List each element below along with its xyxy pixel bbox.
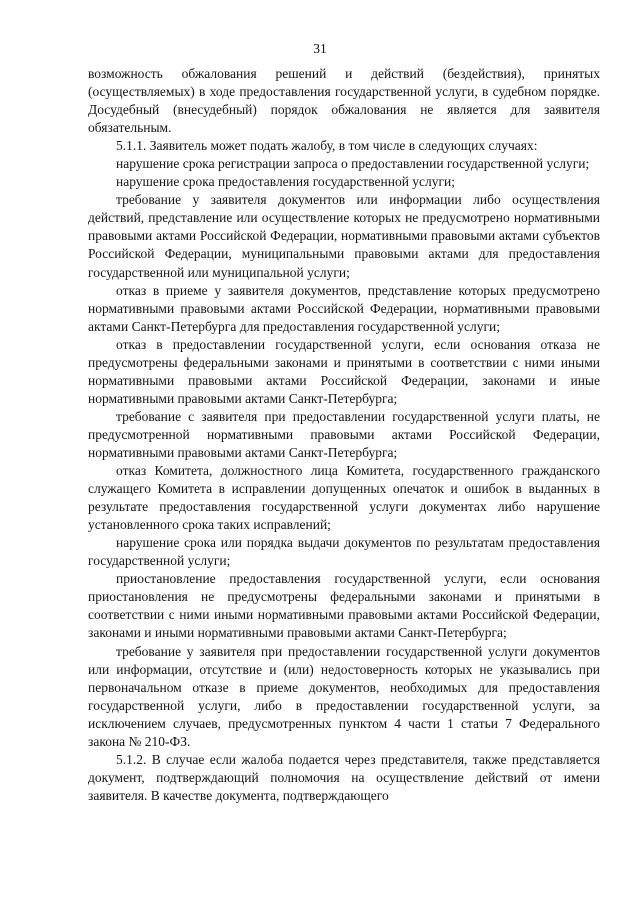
paragraph: требование у заявителя при предоставлении государственной услуги документов или информации, отсутствие и (или) недостоверность которых не указывались при первоначальном отказе в приеме документов, необходимых для предоставления государственной услуги, либо в предоставлении государственной услуги, за исключением случаев, предусмотренных пунктом 4 части 1 статьи 7 Федерального закона № 210-ФЗ. [88,643,600,749]
paragraph: отказ Комитета, должностного лица Комитета, государственного гражданского служащего Комитета в исправлении допущенных опечаток и ошибок в выданных в результате предоставления государственной услуги документах либо нарушение установленного срока таких исправлений; [88,463,600,533]
paragraph: возможность обжалования решений и действий (бездействия), принятых (осуществляемых) в ходе предоставления государственной услуги, в судебном порядке. Досудебный (внесудебный) порядок обжалования не является для заявителя обязательным. [88,66,600,136]
paragraph: приостановление предоставления государственной услуги, если основания приостановления не предусмотрены федеральными законами и принятыми в соответствии с ними иными нормативными правовыми актами Российской Федерации, законами и иными нормативными правовыми актами Санкт-Петербурга; [88,571,600,641]
paragraph: отказ в приеме у заявителя документов, представление которых предусмотрено нормативными правовыми актами Российской Федерации, нормативными правовыми актами Санкт-Петербурга для предоставления государственной услуги; [88,282,600,334]
page-number: 31 [313,41,327,56]
paragraph: нарушение срока или порядка выдачи документов по результатам предоставления государственной услуги; [88,535,600,569]
paragraph: нарушение срока регистрации запроса о предоставлении государственной услуги; [116,156,590,172]
paragraph: отказ в предоставлении государственной услуги, если основания отказа не предусмотрены федеральными законами и принятыми в соответствии с ними иными нормативными правовыми актами Российской Федерации, законами и иные нормативными правовыми актами Санкт-Петербурга; [88,336,600,406]
paragraph: требование у заявителя документов или информации либо осуществления действий, представление или осуществление которых не предусмотрено нормативными правовыми актами Российской Федерации, нормативными правовыми актами субъектов Российской Федерации, муниципальными правовыми актами для предоставления государственной или муниципальной услуги; [88,192,600,280]
paragraph: 5.1.2. В случае если жалоба подается через представителя, также представляется документ, подтверждающий полномочия на осуществление действий от имени заявителя. В качестве документа, подтверждающего [88,751,600,803]
paragraph: 5.1.1. Заявитель может подать жалобу, в том числе в следующих случаях: [116,138,538,154]
paragraph: нарушение срока предоставления государственной услуги; [116,174,456,190]
paragraph: требование с заявителя при предоставлении государственной услуги платы, не предусмотренной нормативными правовыми актами Российской Федерации, нормативными правовыми актами Санкт-Петербурга; [88,408,600,460]
document-body [88,65,600,805]
